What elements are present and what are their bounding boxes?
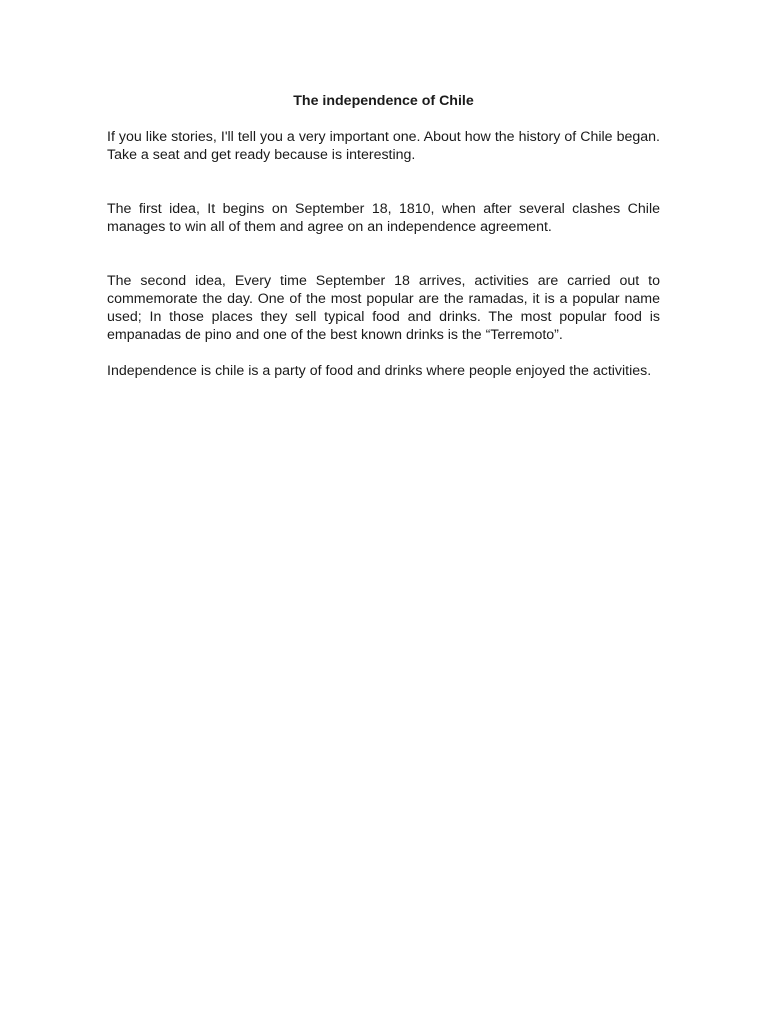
paragraph-second-idea: The second idea, Every time September 18 arrives, activities are carried out to commemorate the day. One of the most popular are the ramadas, it is a popular name used; In those places they sell typical food and drinks. The most popular food is empanadas de pino and one of the best known drinks is the “Terremoto”. <box>107 273 660 343</box>
document-body <box>107 92 660 380</box>
paragraph-conclusion: Independence is chile is a party of food and drinks where people enjoyed the activities. <box>107 363 652 379</box>
document-title: The independence of Chile <box>293 93 474 109</box>
paragraph-first-idea: The first idea, It begins on September 18, 1810, when after several clashes Chile manages to win all of them and agree on an independence agreement. <box>107 201 660 235</box>
paragraph-intro: If you like stories, I'll tell you a very important one. About how the history of Chile began. Take a seat and get ready because is interesting. <box>107 129 660 163</box>
